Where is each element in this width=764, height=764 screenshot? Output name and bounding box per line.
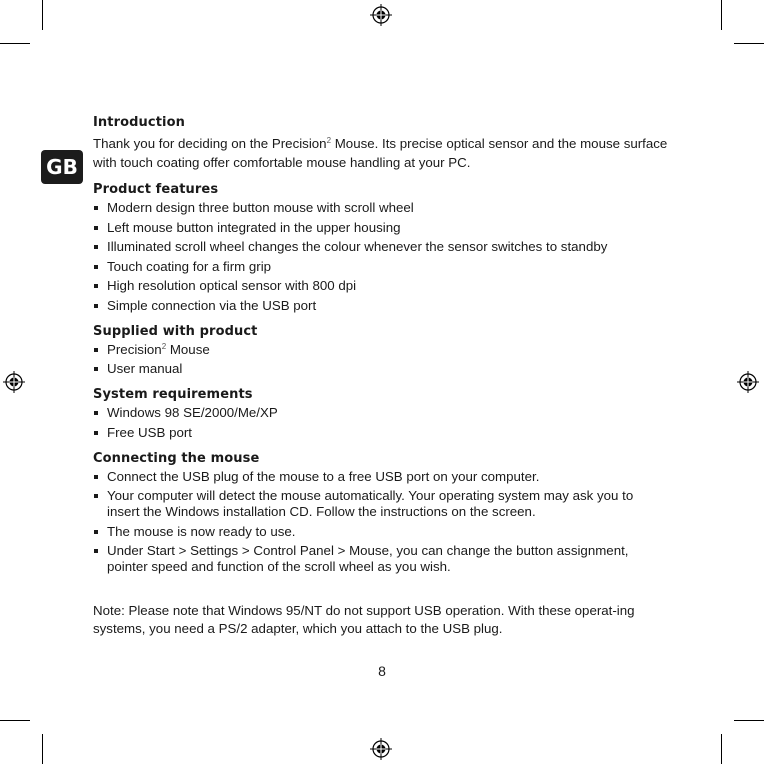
page-number: 8 bbox=[378, 663, 386, 679]
product-features-heading: Product features bbox=[93, 182, 219, 197]
connecting-section bbox=[93, 450, 668, 576]
list-item bbox=[93, 342, 668, 358]
registration-mark-top-icon bbox=[370, 4, 392, 26]
list-item: Simple connection via the USB port bbox=[93, 298, 668, 314]
supplied-heading: Supplied with product bbox=[93, 323, 258, 339]
list-item: Left mouse button integrated in the upper housing bbox=[93, 220, 668, 236]
system-requirements-section bbox=[93, 386, 668, 441]
list-item: Touch coating for a firm grip bbox=[93, 259, 668, 275]
introduction-text bbox=[93, 134, 668, 172]
registration-mark-bottom-icon bbox=[370, 738, 392, 760]
connecting-heading: Connecting the mouse bbox=[93, 450, 260, 466]
registration-mark-right-icon bbox=[737, 371, 759, 393]
list-item: Your computer will detect the mouse automatically. Your operating system may ask you to insert the Windows installation CD. Follow the instructions on the screen. bbox=[93, 488, 668, 520]
list-item: User manual bbox=[93, 361, 668, 377]
usb-note: Note: Please note that Windows 95/NT do not support USB operation. With these operat-ing systems, you need a PS/2 adapter, which you attach to the USB plug. bbox=[93, 603, 635, 636]
registration-mark-left-icon bbox=[3, 371, 25, 393]
language-tab-gb: GB bbox=[41, 150, 83, 184]
crop-mark-top-right-vertical bbox=[721, 0, 722, 30]
page-content bbox=[93, 114, 668, 638]
product-features-section bbox=[93, 181, 668, 314]
system-requirements-heading: System requirements bbox=[93, 387, 253, 402]
list-item: Under Start > Settings > Control Panel > Mouse, you can change the button assignment, pointer speed and function of the scroll wheel as you wish. bbox=[93, 543, 668, 575]
crop-mark-bottom-left-vertical bbox=[42, 734, 43, 764]
supplied-item-text-start: Precision bbox=[107, 341, 162, 357]
introduction-section bbox=[93, 114, 668, 172]
crop-mark-bottom-right-vertical bbox=[721, 734, 722, 764]
superscript-2: 2 bbox=[326, 136, 332, 145]
system-requirements-list bbox=[93, 405, 668, 441]
list-item: Free USB port bbox=[93, 425, 668, 441]
supplied-list bbox=[93, 342, 668, 378]
list-item: Windows 98 SE/2000/Me/XP bbox=[93, 405, 668, 421]
crop-mark-bottom-right-horizontal bbox=[734, 720, 764, 721]
list-item: High resolution optical sensor with 800 dpi bbox=[93, 278, 668, 294]
crop-mark-top-left-vertical bbox=[42, 0, 43, 30]
introduction-text-start: Thank you for deciding on the Precision bbox=[93, 136, 327, 151]
crop-mark-top-right-horizontal bbox=[734, 43, 764, 44]
introduction-text-end: Mouse. Its precise optical sensor and the mouse surface with touch coating offer comfortable mouse handling at your PC. bbox=[93, 136, 668, 170]
superscript-2: 2 bbox=[161, 341, 167, 351]
list-item: Connect the USB plug of the mouse to a free USB port on your computer. bbox=[93, 469, 668, 485]
crop-mark-bottom-left-horizontal bbox=[0, 720, 30, 721]
product-features-list bbox=[93, 200, 668, 314]
list-item: Modern design three button mouse with scroll wheel bbox=[93, 200, 668, 216]
list-item: Illuminated scroll wheel changes the colour whenever the sensor switches to standby bbox=[93, 239, 668, 255]
supplied-item-text-end: Mouse bbox=[166, 341, 210, 357]
connecting-list bbox=[93, 469, 668, 576]
list-item: The mouse is now ready to use. bbox=[93, 524, 668, 540]
introduction-heading: Introduction bbox=[93, 115, 185, 130]
supplied-section bbox=[93, 323, 668, 378]
crop-mark-top-left-horizontal bbox=[0, 43, 30, 44]
